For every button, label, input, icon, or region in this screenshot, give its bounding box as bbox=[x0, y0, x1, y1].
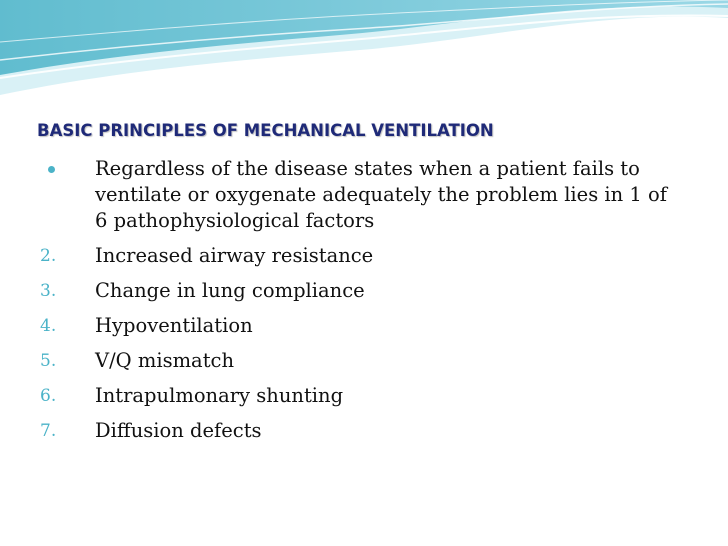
list-item-number: 4. bbox=[40, 316, 57, 336]
list-item bbox=[40, 348, 680, 374]
list-item bbox=[40, 278, 680, 304]
list-item-text: V/Q mismatch bbox=[95, 349, 235, 372]
list-item-number: 2. bbox=[40, 246, 57, 266]
list-item-text: Change in lung compliance bbox=[95, 279, 365, 302]
list-item bbox=[40, 418, 680, 444]
list-item bbox=[40, 156, 680, 234]
list-item-text: Regardless of the disease states when a patient fails to ventilate or oxygenate adequately the problem lies in 1 of 6 pathophysiological factors bbox=[95, 157, 667, 232]
list-item-text: Increased airway resistance bbox=[95, 244, 374, 267]
list-item-text: Intrapulmonary shunting bbox=[95, 384, 344, 407]
list-item bbox=[40, 313, 680, 339]
header-wave-decoration bbox=[0, 0, 728, 110]
content-list bbox=[40, 156, 680, 453]
bullet-icon bbox=[48, 166, 55, 173]
list-item bbox=[40, 243, 680, 269]
slide-title: BASIC PRINCIPLES OF MECHANICAL VENTILATION bbox=[37, 121, 494, 140]
list-item-number: 6. bbox=[40, 386, 57, 406]
list-item-number: 7. bbox=[40, 421, 57, 441]
list-item-text: Diffusion defects bbox=[95, 419, 262, 442]
list-item bbox=[40, 383, 680, 409]
list-item-number: 3. bbox=[40, 281, 57, 301]
list-item-number: 5. bbox=[40, 351, 57, 371]
list-item-text: Hypoventilation bbox=[95, 314, 253, 337]
